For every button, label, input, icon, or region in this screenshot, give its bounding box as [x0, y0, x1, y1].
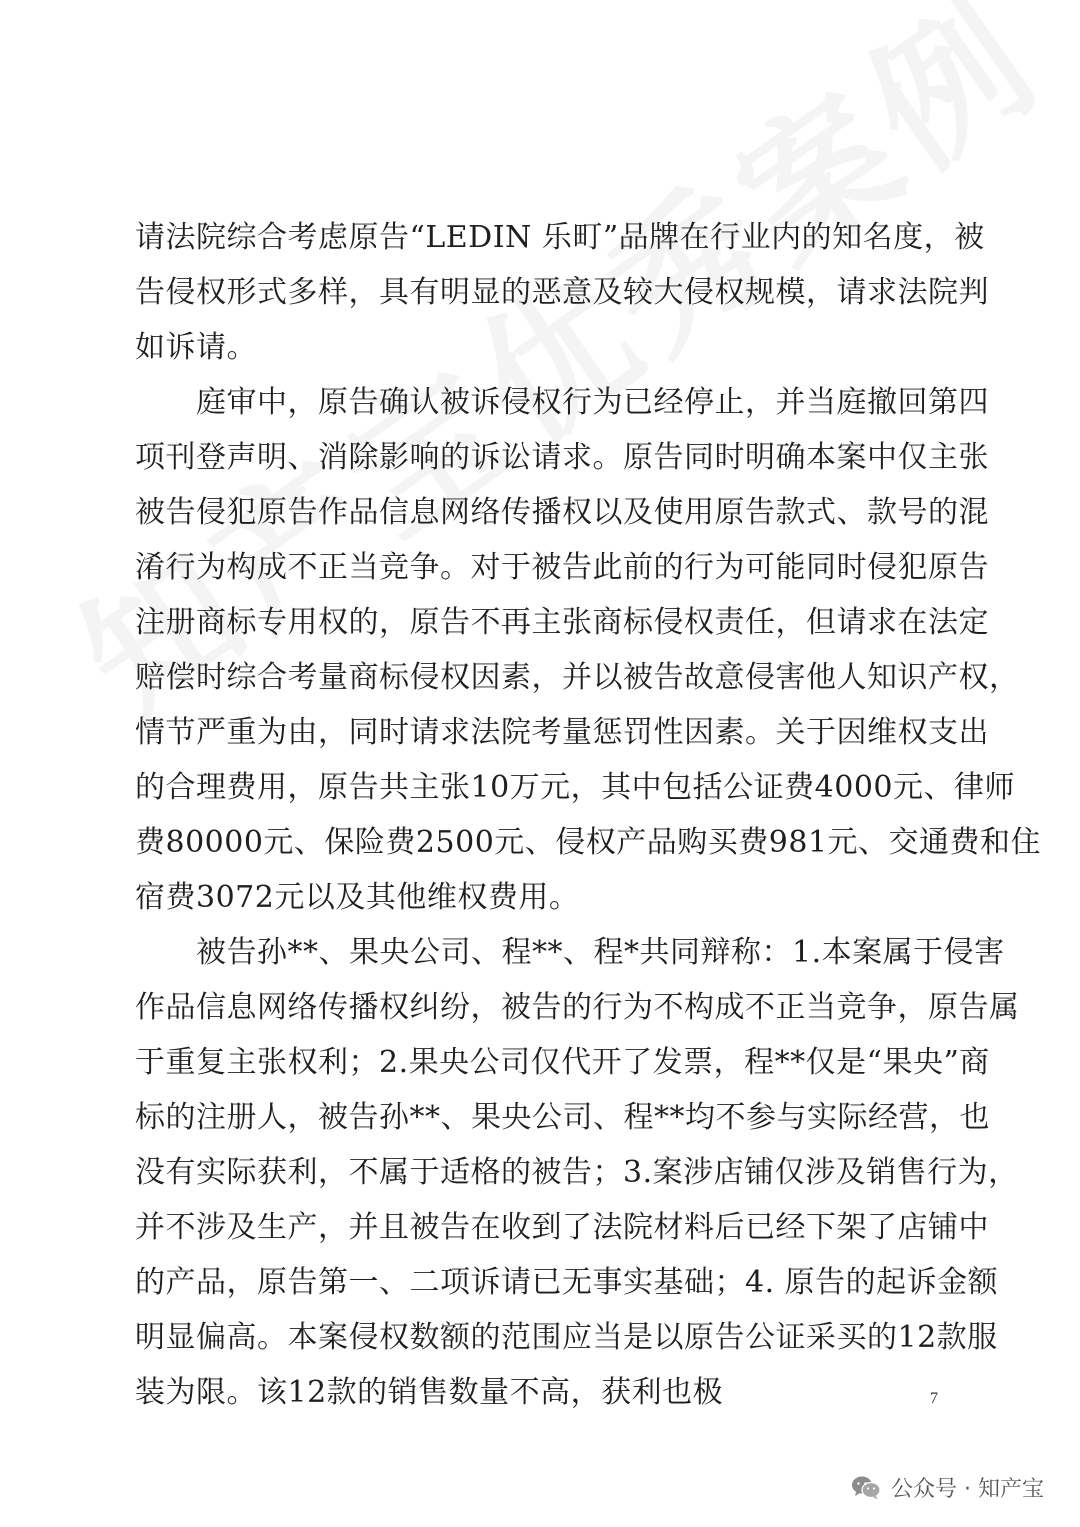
text-line: 情节严重为由，同时请求法院考量惩罚性因素。关于因维权支出 [135, 715, 989, 750]
wechat-icon [851, 1475, 881, 1501]
page-number: 7 [930, 1390, 938, 1407]
text-line: 标的注册人，被告孙**、果央公司、程**均不参与实际经营，也 [135, 1100, 990, 1135]
text-line: 被告孙**、果央公司、程**、程*共同辩称：1.本案属于侵害 [135, 935, 1005, 970]
text-line: 如诉请。 [135, 330, 257, 365]
text-line: 注册商标专用权的，原告不再主张商标侵权责任，但请求在法定 [135, 605, 989, 640]
text-line: 淆行为构成不正当竞争。对于被告此前的行为可能同时侵犯原告 [135, 550, 989, 585]
text-line: 的产品，原告第一、二项诉请已无事实基础；4. 原告的起诉金额 [135, 1265, 999, 1300]
text-line: 于重复主张权利；2.果央公司仅代开了发票，程**仅是“果央”商 [135, 1045, 990, 1080]
footer-label: 公众号 · 知产宝 [891, 1477, 1044, 1502]
text-line: 宿费3072元以及其他维权费用。 [135, 880, 580, 915]
text-line: 项刊登声明、消除影响的诉讼请求。原告同时明确本案中仅主张 [135, 440, 989, 475]
text-line: 被告侵犯原告作品信息网络传播权以及使用原告款式、款号的混 [135, 495, 989, 530]
text-line: 请法院综合考虑原告“LEDIN 乐町”品牌在行业内的知名度，被 [135, 220, 985, 255]
text-line: 的合理费用，原告共主张10万元，其中包括公证费4000元、律师 [135, 770, 1016, 805]
text-line: 并不涉及生产，并且被告在收到了法院材料后已经下架了店铺中 [135, 1210, 989, 1245]
text-line: 庭审中，原告确认被诉侵权行为已经停止，并当庭撤回第四 [135, 385, 989, 420]
text-line: 费80000元、保险费2500元、侵权产品购买费981元、交通费和住 [135, 825, 1042, 860]
text-line: 明显偏高。本案侵权数额的范围应当是以原告公证采买的12款服 [135, 1320, 998, 1355]
body-text [135, 210, 1042, 1420]
text-line: 装为限。该12款的销售数量不高，获利也极 [135, 1375, 724, 1410]
text-line: 赔偿时综合考量商标侵权因素，并以被告故意侵害他人知识产权， [135, 660, 1020, 695]
text-line: 作品信息网络传播权纠纷，被告的行为不构成不正当竞争，原告属 [135, 990, 1020, 1025]
footer-attribution [851, 1472, 1044, 1503]
text-line: 没有实际获利，不属于适格的被告；3.案涉店铺仅涉及销售行为， [135, 1155, 1019, 1190]
text-line: 告侵权形式多样，具有明显的恶意及较大侵权规模，请求法院判 [135, 275, 989, 310]
